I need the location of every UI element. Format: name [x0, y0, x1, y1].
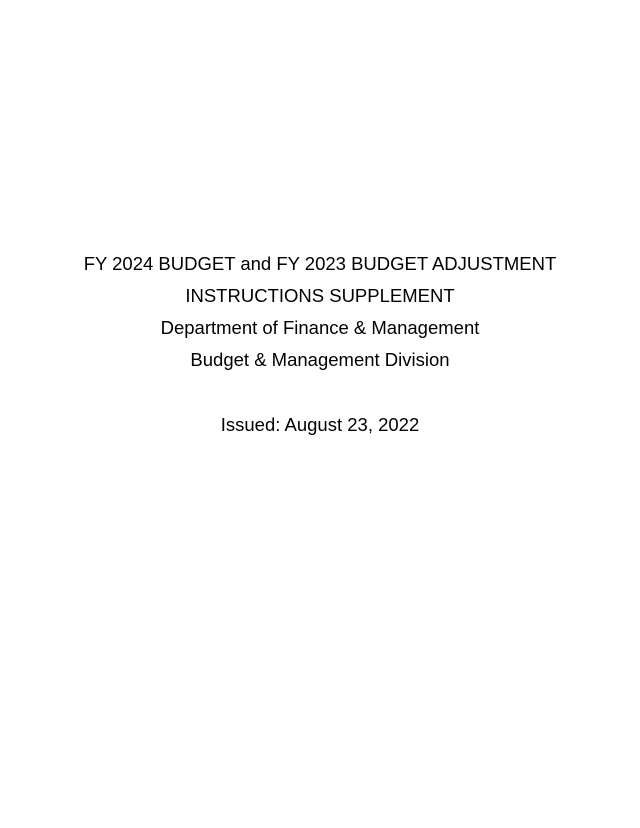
- issue-date: Issued: August 23, 2022: [220, 414, 420, 435]
- department-name: Department of Finance & Management: [160, 317, 480, 338]
- division-name: Budget & Management Division: [190, 349, 450, 370]
- title-line-2: INSTRUCTIONS SUPPLEMENT: [185, 285, 455, 306]
- title-line-1: FY 2024 BUDGET and FY 2023 BUDGET ADJUSTMENT: [83, 253, 557, 274]
